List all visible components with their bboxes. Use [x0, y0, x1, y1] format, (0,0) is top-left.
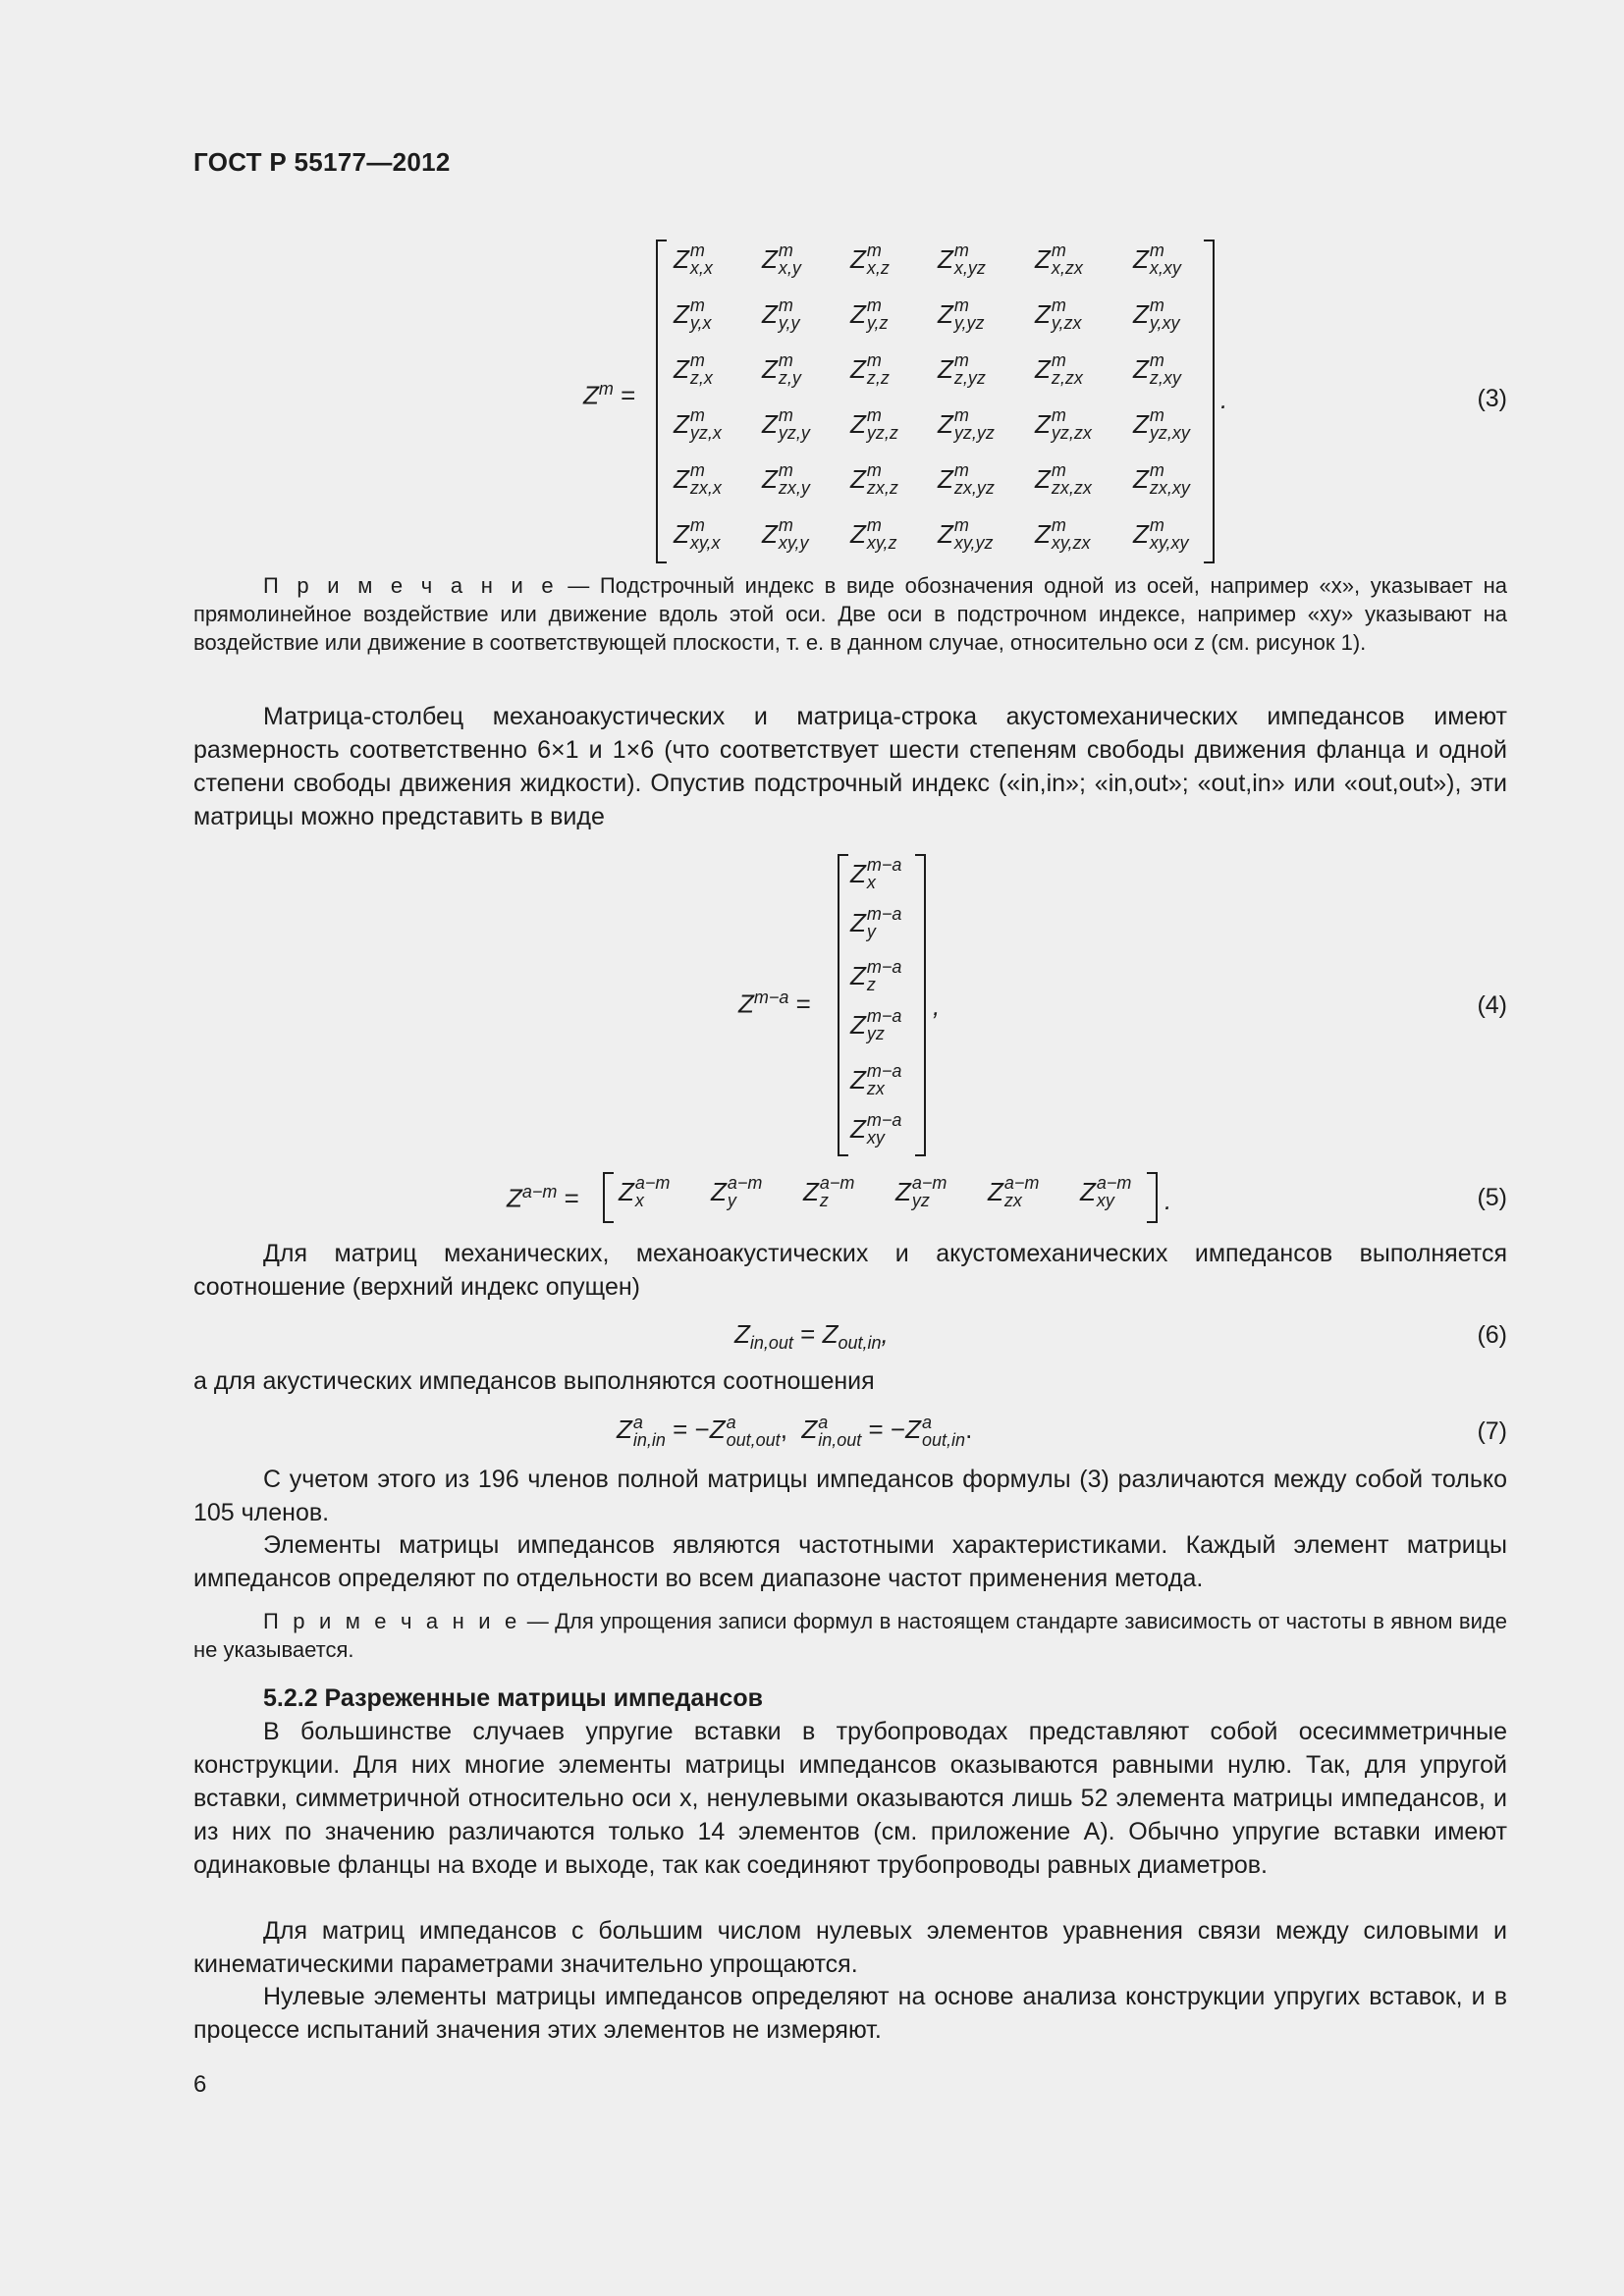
eq4-cell: Z m−a xy: [850, 1110, 902, 1148]
eq3-cell: Z m z,zx: [1035, 350, 1083, 388]
eq3-cell: Z m zx,xy: [1133, 460, 1190, 498]
eq4-left-bracket: [838, 854, 848, 1156]
eq5-cell: Z a−m zx: [988, 1173, 1040, 1210]
paragraph-1: Матрица-столбец механоакустических и матрица-строка акустомеханических импедансов имеют размерность соответственно 6×1 и 1×6 (что соответствует шести степеням свободы движения фланца и одной степени свободы движения жидкости). Опустив подстрочный индекс («in,in»; «in,out»; «out,in» или «out,out»), эти матрицы можно представить в виде: [193, 703, 1507, 830]
note-1: [193, 571, 1507, 657]
note-1-text: — Подстрочный индекс в виде обозначения одной из осей, например «x», указывает на прямолинейное воздействие или движение вдоль этой оси. Две оси в подстрочном индексе, например «xy» указывают на воздействие или движение в соответствующей плоскости, т. е. в данном случае, относительно оси z (см. рисунок 1).: [193, 573, 1507, 655]
eq5-cell: Z a−m z: [803, 1173, 855, 1210]
eq5-cell: Z a−m x: [619, 1173, 671, 1210]
eq3-lhs: $Z^m$ =: [583, 379, 636, 410]
eq4-cell: Z m−a z: [850, 957, 902, 994]
eq3-cell: Z m y,xy: [1133, 295, 1180, 333]
eq3-cell: Z m x,yz: [938, 240, 986, 278]
eq3-cell: Z m y,zx: [1035, 295, 1082, 333]
eq3-number: (3): [1477, 385, 1507, 412]
note-2-label: П р и м е ч а н и е: [263, 1609, 521, 1633]
eq3-cell: Z m x,z: [850, 240, 890, 278]
paragraph-4: С учетом этого из 196 членов полной матрицы импедансов формулы (3) различаются между собой только 105 членов.: [193, 1466, 1507, 1526]
standard-header: ГОСТ Р 55177—2012: [193, 147, 451, 177]
eq5-cell: Z a−m yz: [895, 1173, 947, 1210]
eq4-number: (4): [1477, 991, 1507, 1019]
paragraph-2: Для матриц механических, механоакустических и акустомеханических импедансов выполняется соотношение (верхний индекс опущен): [193, 1240, 1507, 1301]
eq7-number: (7): [1477, 1417, 1507, 1445]
eq3-cell: Z m zx,y: [762, 460, 810, 498]
eq5-cell: Z a−m y: [711, 1173, 763, 1210]
note-1-label: П р и м е ч а н и е: [263, 573, 558, 598]
eq4-cell: Z m−a yz: [850, 1006, 902, 1043]
eq3-cell: Z m yz,yz: [938, 405, 995, 443]
eq5-trail: .: [1164, 1186, 1172, 1215]
eq3-cell: Z m y,x: [674, 295, 712, 333]
eq5-right-bracket: [1147, 1172, 1158, 1223]
section-heading: 5.2.2 Разреженные матрицы импедансов: [263, 1684, 763, 1712]
eq3-cell: Z m yz,y: [762, 405, 810, 443]
eq3-cell: Z m zx,z: [850, 460, 898, 498]
eq3-cell: Z m xy,yz: [938, 515, 994, 553]
eq3-cell: Z m yz,x: [674, 405, 722, 443]
eq3-cell: Z m y,y: [762, 295, 800, 333]
eq3-cell: Z m z,z: [850, 350, 890, 388]
eq5-number: (5): [1477, 1184, 1507, 1211]
eq4-right-bracket: [915, 854, 926, 1156]
eq3-cell: Z m xy,z: [850, 515, 897, 553]
paragraph-3: а для акустических импедансов выполняются соотношения: [193, 1367, 875, 1395]
eq5-lhs: $Z^{a-m}$ =: [507, 1182, 579, 1213]
eq3-cell: Z m z,xy: [1133, 350, 1181, 388]
eq3-cell: Z m x,y: [762, 240, 801, 278]
eq3-cell: Z m zx,x: [674, 460, 722, 498]
eq3-cell: Z m yz,xy: [1133, 405, 1190, 443]
eq3-cell: Z m yz,z: [850, 405, 898, 443]
eq4-trail: ,: [933, 991, 941, 1021]
eq3-cell: Z m x,x: [674, 240, 713, 278]
eq3-cell: Z m xy,x: [674, 515, 721, 553]
paragraph-8: Нулевые элементы матрицы импедансов определяют на основе анализа конструкции упругих вставок, и в процессе испытаний значения этих элементов не измеряют.: [193, 1983, 1507, 2044]
paragraph-6: В большинстве случаев упругие вставки в трубопроводах представляют собой осесимметричные конструкции. Для них многие элементы матрицы импедансов оказываются равными нулю. Так, для упругой вставки, симметричной относительно оси x, ненулевыми оказываются лишь 52 элемента матрицы импедансов, и из них по значению различаются только 14 элементов (см. приложение А). Обычно упругие вставки имеют одинаковые фланцы на входе и выходе, так как соединяют трубопроводы равных диаметров.: [193, 1718, 1507, 1879]
paragraph-5: Элементы матрицы импедансов являются частотными характеристиками. Каждый элемент матрицы импедансов определяют по отдельности во всем диапазоне частот применения метода.: [193, 1531, 1507, 1592]
eq4-lhs: $Z^{m-a}$ =: [738, 988, 811, 1019]
eq3-left-bracket: [656, 240, 667, 563]
eq3-cell: Z m zx,zx: [1035, 460, 1092, 498]
eq3-cell: Z m x,xy: [1133, 240, 1181, 278]
eq5-cell: Z a−m xy: [1080, 1173, 1132, 1210]
eq3-right-bracket: [1204, 240, 1215, 563]
eq3-cell: Z m z,x: [674, 350, 713, 388]
eq3-cell: Z m xy,xy: [1133, 515, 1189, 553]
eq4-cell: Z m−a zx: [850, 1061, 902, 1098]
eq3-cell: Z m xy,y: [762, 515, 809, 553]
eq7-formula: Z a in,in = −Z a out,out , Z a in,out = −Z a out,in .: [617, 1413, 973, 1450]
eq3-cell: Z m zx,yz: [938, 460, 995, 498]
eq3-cell: Z m z,y: [762, 350, 801, 388]
eq3-cell: Z m y,z: [850, 295, 889, 333]
eq3-cell: Z m yz,zx: [1035, 405, 1092, 443]
eq6-formula: $Z_{in,out} = Z_{out,in}$,: [734, 1319, 889, 1354]
eq6-number: (6): [1477, 1321, 1507, 1349]
eq3-cell: Z m xy,zx: [1035, 515, 1091, 553]
eq5-left-bracket: [603, 1172, 614, 1223]
note-2: [193, 1607, 1507, 1664]
eq3-cell: Z m y,yz: [938, 295, 985, 333]
eq4-cell: Z m−a y: [850, 904, 902, 941]
page-number: 6: [193, 2071, 207, 2098]
eq4-cell: Z m−a x: [850, 855, 902, 892]
eq3-trail: .: [1220, 385, 1228, 414]
note-2-text: — Для упрощения записи формул в настоящем стандарте зависимость от частоты в явном виде не указывается.: [193, 1609, 1507, 1662]
paragraph-7: Для матриц импедансов с большим числом нулевых элементов уравнения связи между силовыми и кинематическими параметрами значительно упрощаются.: [193, 1917, 1507, 1978]
eq3-cell: Z m z,yz: [938, 350, 986, 388]
eq3-cell: Z m x,zx: [1035, 240, 1083, 278]
